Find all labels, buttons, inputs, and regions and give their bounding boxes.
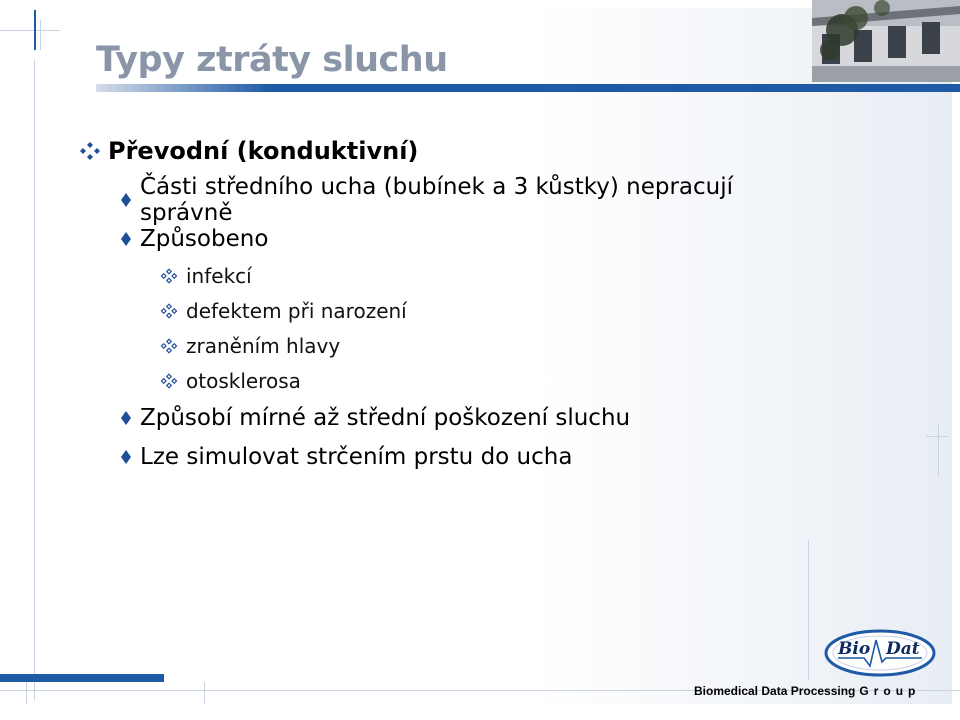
guide-line xyxy=(34,60,35,700)
diamond-icon xyxy=(120,449,132,465)
footer-accent-bar xyxy=(0,674,164,682)
sub-list-item xyxy=(160,258,798,293)
sub-list-item xyxy=(160,363,798,398)
sub-list-item xyxy=(160,328,798,363)
svg-text:Dat: Dat xyxy=(886,639,920,659)
footer-org-label xyxy=(694,684,920,698)
diamond-icon xyxy=(120,192,132,208)
bullet-text: Způsobí mírné až střední poškození sluchu xyxy=(140,404,631,431)
slide-title: Typy ztráty sluchu xyxy=(96,40,448,80)
biodat-logo xyxy=(824,628,936,678)
footer-org-name: Biomedical Data Processing xyxy=(694,684,856,698)
bullet-text: Části středního ucha (bubínek a 3 kůstky) nepracují správně xyxy=(140,173,734,226)
four-diamond-icon xyxy=(78,141,102,161)
guide-line xyxy=(808,540,809,680)
list-item xyxy=(120,437,798,476)
guide-line xyxy=(926,436,948,437)
guide-line xyxy=(26,682,27,704)
sub-bullet-text: zraněním hlavy xyxy=(186,333,341,358)
four-diamond-outline-icon xyxy=(160,303,178,319)
bullet-text: Lze simulovat strčením prstu do ucha xyxy=(140,443,573,470)
four-diamond-outline-icon xyxy=(160,338,178,354)
diamond-icon xyxy=(120,410,132,426)
sub-list-item xyxy=(160,293,798,328)
svg-text:Bio: Bio xyxy=(838,639,871,659)
list-item xyxy=(120,173,798,226)
four-diamond-outline-icon xyxy=(160,268,178,284)
four-diamond-outline-icon xyxy=(160,373,178,389)
guide-line xyxy=(34,10,36,50)
footer-group-label: Group xyxy=(859,684,921,698)
title-underline-bar xyxy=(96,84,960,92)
sub-bullet-text: otosklerosa xyxy=(186,368,301,393)
list-item xyxy=(120,398,798,437)
building-photo xyxy=(812,0,960,82)
diamond-icon xyxy=(120,231,132,247)
heading-text: Převodní (konduktivní) xyxy=(108,137,419,165)
heading-item xyxy=(78,134,798,168)
sub-bullet-text: infekcí xyxy=(186,263,252,288)
guide-line xyxy=(0,30,60,31)
guide-line xyxy=(204,682,205,704)
bullet-text: Způsobeno xyxy=(140,225,269,252)
slide-content xyxy=(78,134,798,476)
guide-line xyxy=(40,20,41,50)
guide-line xyxy=(938,424,939,476)
sub-bullet-text: defektem při narození xyxy=(186,298,407,323)
